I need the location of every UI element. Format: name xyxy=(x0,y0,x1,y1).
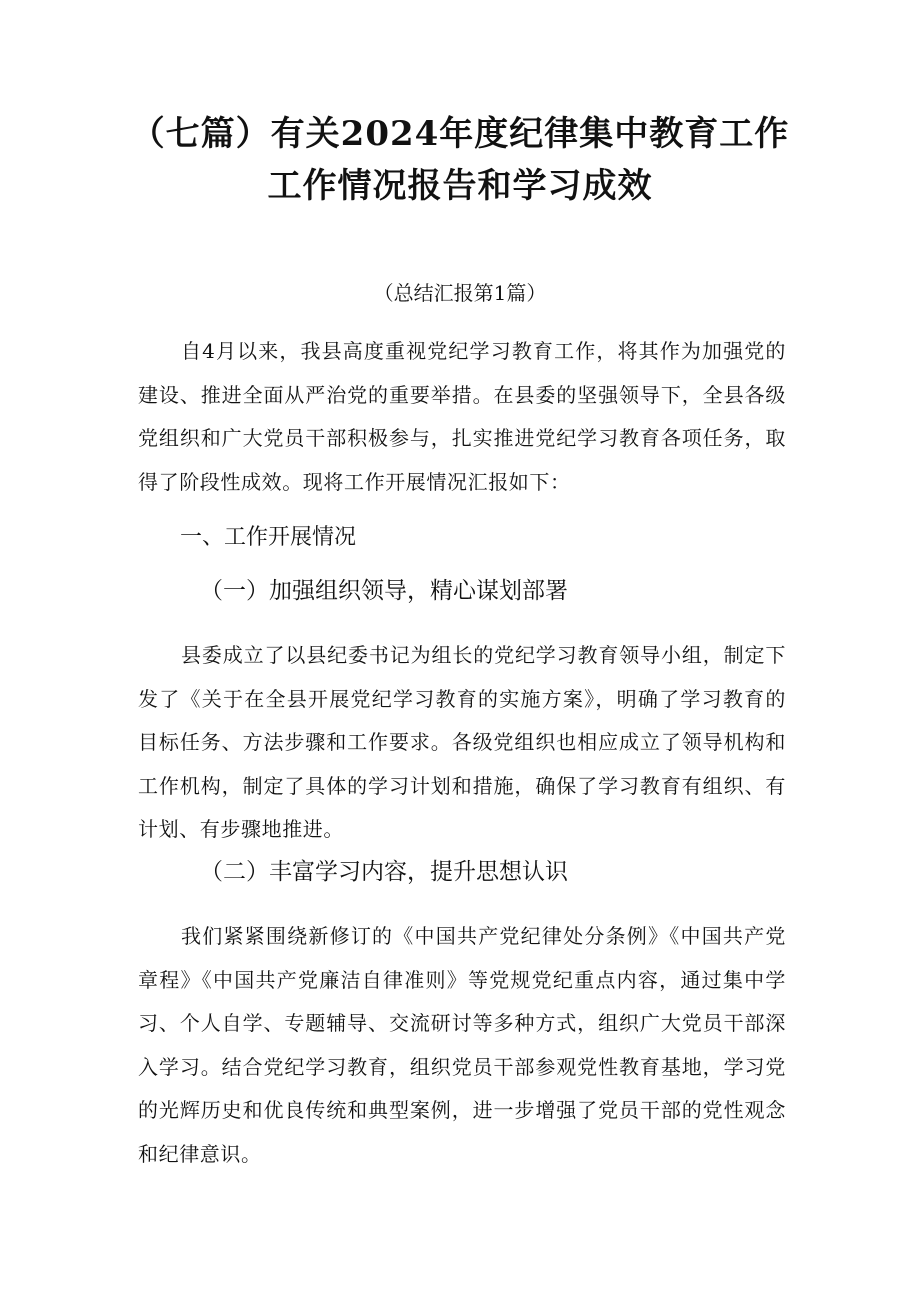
intro-paragraph: 自4月以来，我县高度重视党纪学习教育工作，将其作为加强党的建设、推进全面从严治党的重要举措。在县委的坚强领导下，全县各级党组织和广大党员干部积极参与，扎实推进党纪学习教育各项任务，取得了阶段性成效。现将工作开展情况汇报如下： xyxy=(138,339,786,494)
subsection-1-paragraph: 县委成立了以县纪委书记为组长的党纪学习教育领导小组，制定下发了《关于在全县开展党纪学习教育的实施方案》，明确了学习教育的目标任务、方法步骤和工作要求。各级党组织也相应成立了领导机构和工作机构，制定了具体的学习计划和措施，确保了学习教育有组织、有计划、有步骤地推进。 xyxy=(138,643,786,841)
subsection-heading-1: （一）加强组织领导，精心谋划部署 xyxy=(200,578,568,604)
document-title-line-2: 工作情况报告和学习成效 xyxy=(267,166,653,206)
section-heading-work-progress: 一、工作开展情况 xyxy=(180,525,357,550)
document-title-line-1: （七篇）有关2024年度纪律集中教育工作 xyxy=(130,114,790,154)
document-subtitle: （总结汇报第1篇） xyxy=(373,281,547,305)
subsection-2-paragraph: 我们紧紧围绕新修订的《中国共产党纪律处分条例》《中国共产党章程》《中国共产党廉洁自律准则》等党规党纪重点内容，通过集中学习、个人自学、专题辅导、交流研讨等多种方式，组织广大党员干部深入学习。结合党纪学习教育，组织党员干部参观党性教育基地，学习党的光辉历史和优良传统和典型案例，进一步增强了党员干部的党性观念和纪律意识。 xyxy=(138,924,786,1166)
subsection-heading-2: （二）丰富学习内容，提升思想认识 xyxy=(200,859,568,885)
